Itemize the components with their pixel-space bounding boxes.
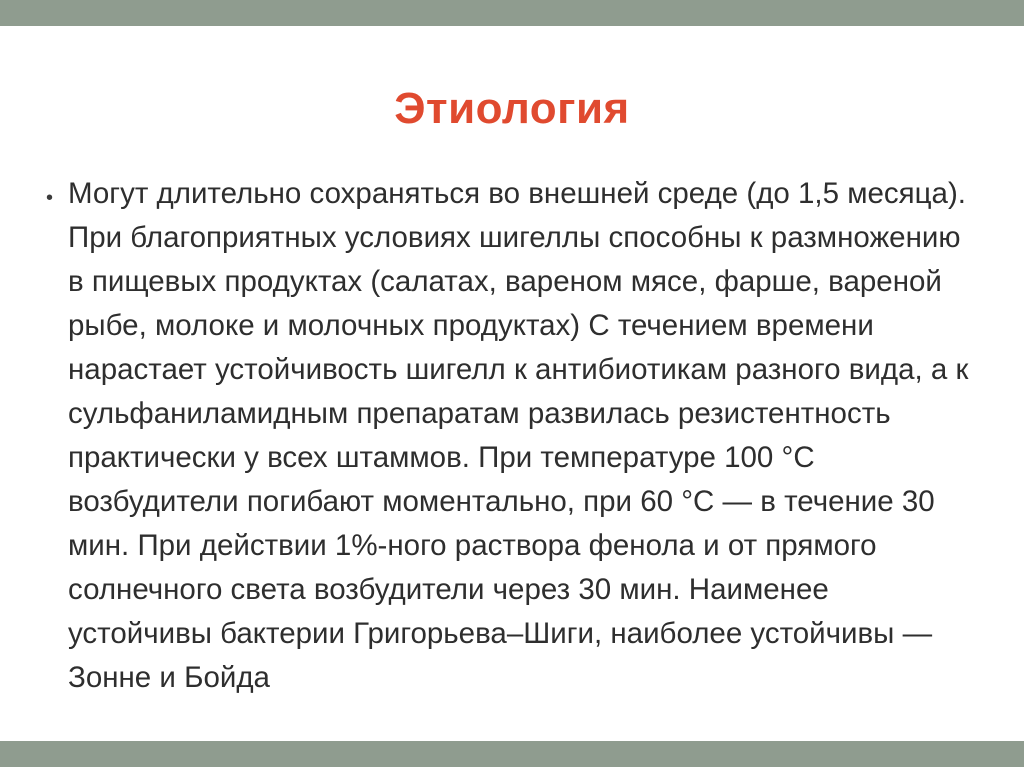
list-item-text: Могут длительно сохраняться во внешней среде (до 1,5 месяца). При благоприятных условиях шигеллы способны к размножению в пищевых продуктах (салатах, вареном мясе, фарше, вареной рыбе, молоке и молочных продуктах) С течением времени нарастает устойчивость шигелл к антибиотикам разного вида, а к сульфаниламидным препаратам развилась резистентность практически у всех штаммов. При температуре 100 °C возбудители погибают моментально, при 60 °C — в течение 30 мин. При действии 1%-ного раствора фенола и от прямого солнечного света возбудители через 30 мин. Наименее устойчивы бактерии Григорьева–Шиги, наиболее устойчивы — Зонне и Бойда: [68, 177, 969, 694]
body-content: [46, 172, 976, 700]
slide-content-area: [0, 26, 1024, 741]
bullet-marker-icon: •: [46, 187, 54, 209]
list-item: [46, 172, 976, 700]
page-title: Этиология: [394, 84, 630, 133]
